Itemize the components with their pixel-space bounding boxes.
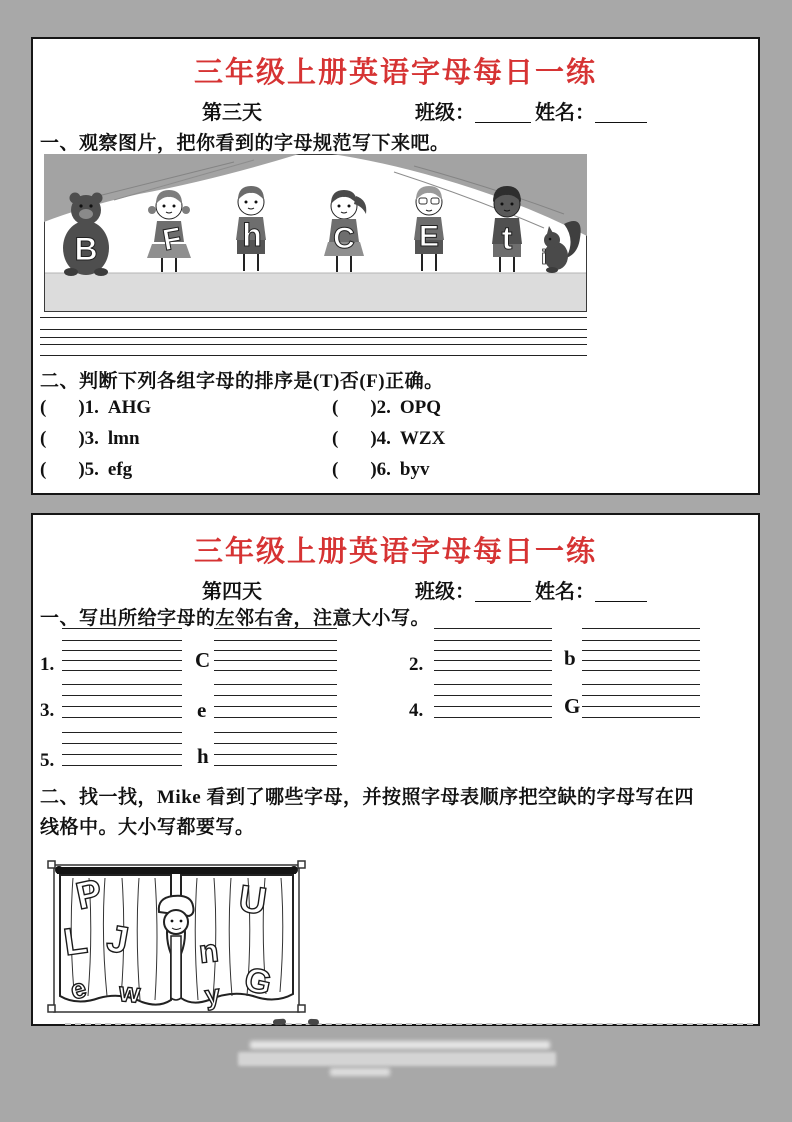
writing-line [40,344,587,345]
item-letters: AHG [107,397,152,418]
bracket-close: ) [78,428,85,449]
curtain-letter-y: y [202,979,222,1011]
given-letter: G [564,694,581,718]
worksheet-card-day3 [31,37,760,495]
item-number: 4. [409,700,424,721]
class-field [415,96,531,125]
scene-letter-E: E [418,220,440,253]
tf-item-2 [332,397,441,419]
day-label: 第四天 [202,581,262,603]
fourline-grid [62,628,182,672]
bracket-open: ( [40,459,47,480]
item-number: 2. [409,654,424,675]
name-field [535,575,647,604]
class-blank [475,585,531,602]
bracket-close: ) [370,459,377,480]
item-number: 3. [84,428,99,449]
writing-line [40,329,587,330]
item-letters: WZX [399,428,446,449]
bracket-close: ) [370,428,377,449]
item-letters: efg [107,459,133,480]
class-field [415,575,531,604]
tf-item-3 [40,428,140,450]
item-number: 5. [40,750,55,771]
bracket-open: ( [332,459,339,480]
cutoff-letter-fragment [308,1019,319,1026]
tf-item-5 [40,459,132,481]
bracket-close: ) [78,459,85,480]
bracket-close: ) [78,397,85,418]
item-letters: byv [399,459,430,480]
bracket-open: ( [40,428,47,449]
name-field [535,96,647,125]
question1-prompt: 一、写出所给字母的左邻右舍，注意大小写。 [40,608,431,629]
fourline-grid [582,628,700,672]
question2-prompt: 二、判断下列各组字母的排序是(T)否(F)正确。 [40,371,444,392]
tf-item-4 [332,428,445,450]
curtain-letter-e: e [67,972,90,1006]
bracket-open: ( [332,397,339,418]
item-number: 4. [376,428,391,449]
cutoff-grid-fragment [65,1023,753,1025]
scene-letter-t: t [501,220,513,256]
fourline-grid [214,684,337,718]
writing-line [40,317,587,318]
tf-item-1 [40,397,151,419]
scene-letter-C: C [333,222,355,255]
item-number: 3. [40,700,55,721]
watermark-blur [330,1068,390,1076]
item-number: 6. [376,459,391,480]
worksheet-title: 三年级上册英语字母每日一练 [193,536,597,568]
class-blank [475,106,531,123]
fourline-grid [434,684,552,718]
fourline-grid [214,732,337,766]
stage-floor [45,273,586,311]
watermark-blur [250,1041,550,1049]
name-label: 姓名： [535,102,595,124]
curtain-letter-n: n [197,932,221,970]
bracket-open: ( [332,428,339,449]
scene-letter-h: h [242,217,262,253]
item-letters: OPQ [399,397,442,418]
given-letter: b [564,646,576,670]
question2-prompt-line1: 二、找一找，Mike 看到了哪些字母，并按照字母表顺序把空缺的字母写在四 [40,787,694,808]
fourline-grid [582,684,700,718]
bracket-close: ) [370,397,377,418]
name-blank [595,585,647,602]
given-letter: C [195,648,211,672]
fourline-grid [62,732,182,766]
cutoff-letter-fragment [273,1019,286,1026]
fourline-grid [214,628,337,672]
question2-prompt-line2: 线格中。大小写都要写。 [40,817,255,838]
class-label: 班级： [415,102,475,124]
fourline-grid [434,628,552,672]
item-number: 1. [40,654,55,675]
given-letter: h [197,744,209,768]
item-letters: lmn [107,428,140,449]
scene-letter-F: F [160,221,184,258]
fourline-grid [62,684,182,718]
tf-item-6 [332,459,429,481]
writing-line [40,337,587,338]
curtain-letter-J: J [103,917,132,963]
day-label: 第三天 [202,102,262,124]
curtain-letter-L: L [61,919,91,965]
curtain-letter-U: U [236,878,270,924]
stage-illustration [44,154,587,312]
curtain-illustration [47,850,312,1020]
item-number: 5. [84,459,99,480]
given-letter: e [197,698,207,722]
scene-letter-i: i [541,247,547,269]
question1-prompt: 一、观察图片，把你看到的字母规范写下来吧。 [40,133,450,154]
worksheet-title: 三年级上册英语字母每日一练 [193,57,597,89]
worksheet-card-day4 [31,513,760,1026]
watermark-blur [238,1052,556,1066]
name-blank [595,106,647,123]
item-number: 2. [376,397,391,418]
curtain-letter-G: G [241,960,275,1003]
class-label: 班级： [415,581,475,603]
curtain-letter-w: w [117,977,142,1009]
bracket-open: ( [40,397,47,418]
scene-letter-B: B [74,231,98,267]
name-label: 姓名： [535,581,595,603]
curtain-letter-P: P [72,871,106,919]
item-number: 1. [84,397,99,418]
writing-line [40,355,587,356]
